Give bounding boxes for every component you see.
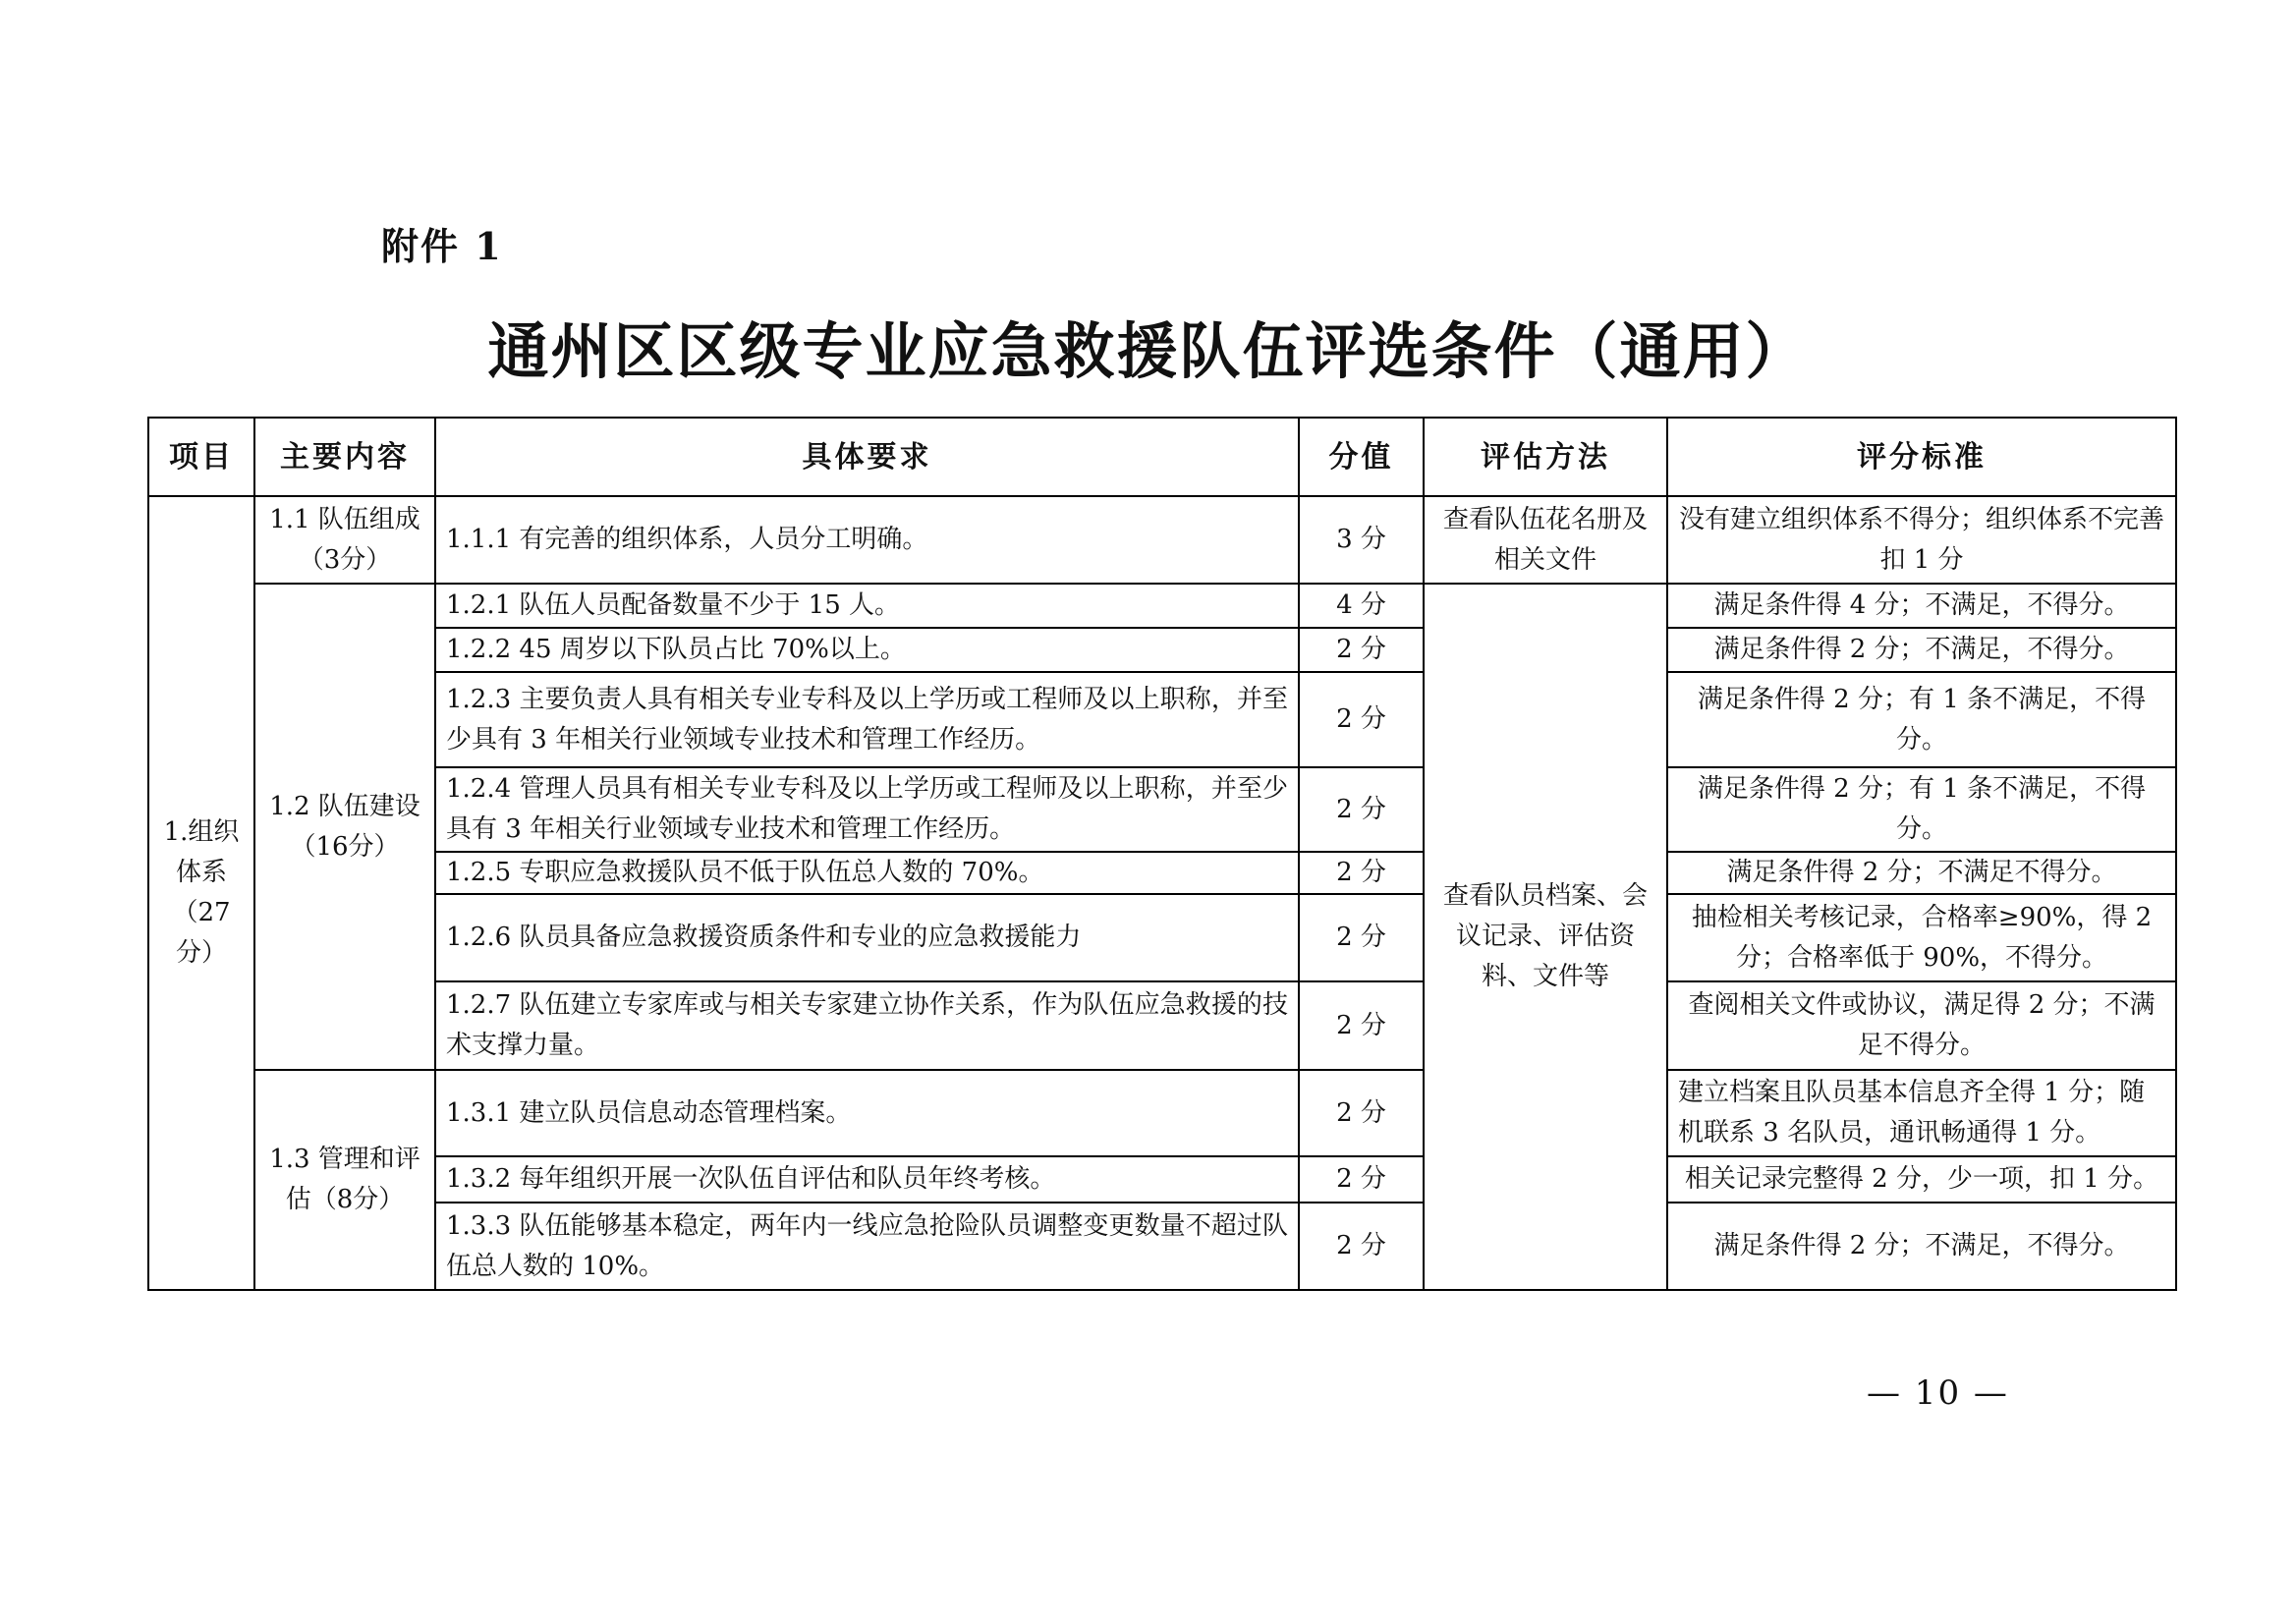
standard-cell: 满足条件得 2 分；有 1 条不满足，不得分。 bbox=[1667, 672, 2176, 767]
score-cell: 2 分 bbox=[1299, 1203, 1424, 1290]
score-cell: 2 分 bbox=[1299, 672, 1424, 767]
requirement-cell: 1.2.2 45 周岁以下队员占比 70%以上。 bbox=[435, 628, 1299, 672]
evaluation-table bbox=[147, 417, 2177, 1291]
standard-cell: 查阅相关文件或协议，满足得 2 分；不满足不得分。 bbox=[1667, 981, 2176, 1070]
requirement-cell: 1.2.7 队伍建立专家库或与相关专家建立协作关系，作为队伍应急救援的技术支撑力量。 bbox=[435, 981, 1299, 1070]
project-cell: 1.组织体系（27分） bbox=[148, 496, 254, 1290]
requirement-cell: 1.3.2 每年组织开展一次队伍自评估和队员年终考核。 bbox=[435, 1156, 1299, 1203]
section-1-1: 1.1 队伍组成（3分） bbox=[254, 496, 435, 584]
header-standard: 评分标准 bbox=[1667, 418, 2176, 496]
requirement-cell: 1.3.1 建立队员信息动态管理档案。 bbox=[435, 1070, 1299, 1156]
table-row bbox=[148, 767, 2176, 852]
score-cell: 2 分 bbox=[1299, 767, 1424, 852]
table-row bbox=[148, 894, 2176, 981]
requirement-cell: 1.2.5 专职应急救援队员不低于队伍总人数的 70%。 bbox=[435, 852, 1299, 894]
page-number: — 10 — bbox=[1867, 1373, 2009, 1413]
requirement-cell: 1.2.4 管理人员具有相关专业专科及以上学历或工程师及以上职称，并至少具有 3 年相关行业领域专业技术和管理工作经历。 bbox=[435, 767, 1299, 852]
table-row bbox=[148, 672, 2176, 767]
requirement-cell: 1.2.3 主要负责人具有相关专业专科及以上学历或工程师及以上职称，并至少具有 3 年相关行业领域专业技术和管理工作经历。 bbox=[435, 672, 1299, 767]
table-row bbox=[148, 1070, 2176, 1156]
header-score: 分值 bbox=[1299, 418, 1424, 496]
standard-cell: 相关记录完整得 2 分，少一项，扣 1 分。 bbox=[1667, 1156, 2176, 1203]
score-cell: 4 分 bbox=[1299, 584, 1424, 628]
table-row bbox=[148, 1203, 2176, 1290]
score-cell: 3 分 bbox=[1299, 496, 1424, 584]
header-method: 评估方法 bbox=[1424, 418, 1667, 496]
requirement-cell: 1.1.1 有完善的组织体系，人员分工明确。 bbox=[435, 496, 1299, 584]
table-row bbox=[148, 584, 2176, 628]
table-row bbox=[148, 1156, 2176, 1203]
standard-cell: 抽检相关考核记录，合格率≥90%，得 2 分；合格率低于 90%，不得分。 bbox=[1667, 894, 2176, 981]
table-row bbox=[148, 981, 2176, 1070]
score-cell: 2 分 bbox=[1299, 981, 1424, 1070]
method-cell-2: 查看队员档案、会议记录、评估资料、文件等 bbox=[1424, 584, 1667, 1290]
section-1-3: 1.3 管理和评估（8分） bbox=[254, 1070, 435, 1290]
score-cell: 2 分 bbox=[1299, 628, 1424, 672]
table-header-row bbox=[148, 418, 2176, 496]
header-content: 主要内容 bbox=[254, 418, 435, 496]
standard-cell: 满足条件得 2 分；不满足，不得分。 bbox=[1667, 628, 2176, 672]
score-cell: 2 分 bbox=[1299, 894, 1424, 981]
method-cell-1: 查看队伍花名册及相关文件 bbox=[1424, 496, 1667, 584]
header-requirement: 具体要求 bbox=[435, 418, 1299, 496]
table-row bbox=[148, 496, 2176, 584]
standard-cell: 满足条件得 4 分；不满足，不得分。 bbox=[1667, 584, 2176, 628]
document-title: 通州区区级专业应急救援队伍评选条件（通用） bbox=[487, 315, 1809, 387]
requirement-cell: 1.2.1 队伍人员配备数量不少于 15 人。 bbox=[435, 584, 1299, 628]
standard-cell: 建立档案且队员基本信息齐全得 1 分；随机联系 3 名队员，通讯畅通得 1 分。 bbox=[1667, 1070, 2176, 1156]
score-cell: 2 分 bbox=[1299, 852, 1424, 894]
header-project: 项目 bbox=[148, 418, 254, 496]
requirement-cell: 1.2.6 队员具备应急救援资质条件和专业的应急救援能力 bbox=[435, 894, 1299, 981]
standard-cell: 满足条件得 2 分；有 1 条不满足，不得分。 bbox=[1667, 767, 2176, 852]
standard-cell: 满足条件得 2 分；不满足，不得分。 bbox=[1667, 1203, 2176, 1290]
table-row bbox=[148, 628, 2176, 672]
standard-cell: 满足条件得 2 分；不满足不得分。 bbox=[1667, 852, 2176, 894]
table-row bbox=[148, 852, 2176, 894]
section-1-2: 1.2 队伍建设（16分） bbox=[254, 584, 435, 1070]
attachment-label: 附件 1 bbox=[381, 224, 503, 268]
score-cell: 2 分 bbox=[1299, 1070, 1424, 1156]
score-cell: 2 分 bbox=[1299, 1156, 1424, 1203]
requirement-cell: 1.3.3 队伍能够基本稳定，两年内一线应急抢险队员调整变更数量不超过队伍总人数的 10%。 bbox=[435, 1203, 1299, 1290]
standard-cell: 没有建立组织体系不得分；组织体系不完善扣 1 分 bbox=[1667, 496, 2176, 584]
